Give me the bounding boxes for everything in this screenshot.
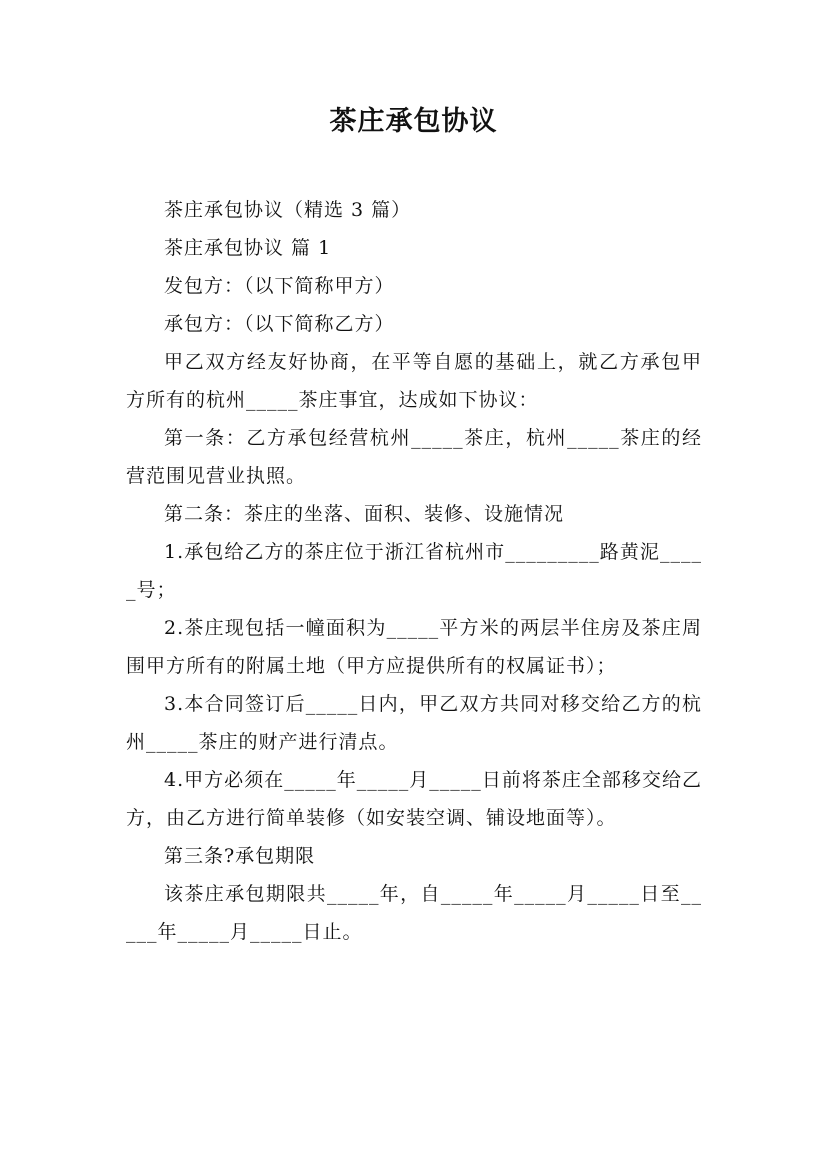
paragraph-clause-2: 2.茶庄现包括一幢面积为_____平方米的两层半住房及茶庄周围甲方所有的附属土地（甲方应提供所有的权属证书）； — [126, 617, 702, 677]
document-title: 茶庄承包协议 — [329, 106, 498, 137]
document-body — [126, 191, 702, 951]
paragraph-subtitle: 茶庄承包协议（精选 3 篇） — [164, 199, 412, 221]
paragraph-clause-4: 4.甲方必须在_____年_____月_____日前将茶庄全部移交给乙方，由乙方进行简单装修（如安装空调、铺设地面等）。 — [126, 769, 702, 829]
paragraph-clause-3: 3.本合同签订后_____日内，甲乙双方共同对移交给乙方的杭州_____茶庄的财产进行清点。 — [126, 693, 702, 753]
paragraph-article-1: 第一条：乙方承包经营杭州_____茶庄，杭州_____茶庄的经营范围见营业执照。 — [126, 427, 702, 487]
paragraph-party-a: 发包方：（以下简称甲方） — [164, 275, 395, 297]
paragraph-article-3: 第三条?承包期限 — [164, 845, 316, 867]
paragraph-party-b: 承包方：（以下简称乙方） — [164, 313, 395, 335]
paragraph-clause-1: 1.承包给乙方的茶庄位于浙江省杭州市_________路黄泥_____号； — [126, 541, 702, 601]
paragraph-article-2: 第二条：茶庄的坐落、面积、装修、设施情况 — [164, 503, 565, 525]
paragraph-term: 该茶庄承包期限共_____年，自_____年_____月_____日至_____年_____月_____日止。 — [126, 883, 702, 943]
paragraph-section-heading: 茶庄承包协议 篇 1 — [164, 237, 332, 259]
paragraph-preamble: 甲乙双方经友好协商，在平等自愿的基础上，就乙方承包甲方所有的杭州_____茶庄事宜，达成如下协议： — [126, 351, 702, 411]
